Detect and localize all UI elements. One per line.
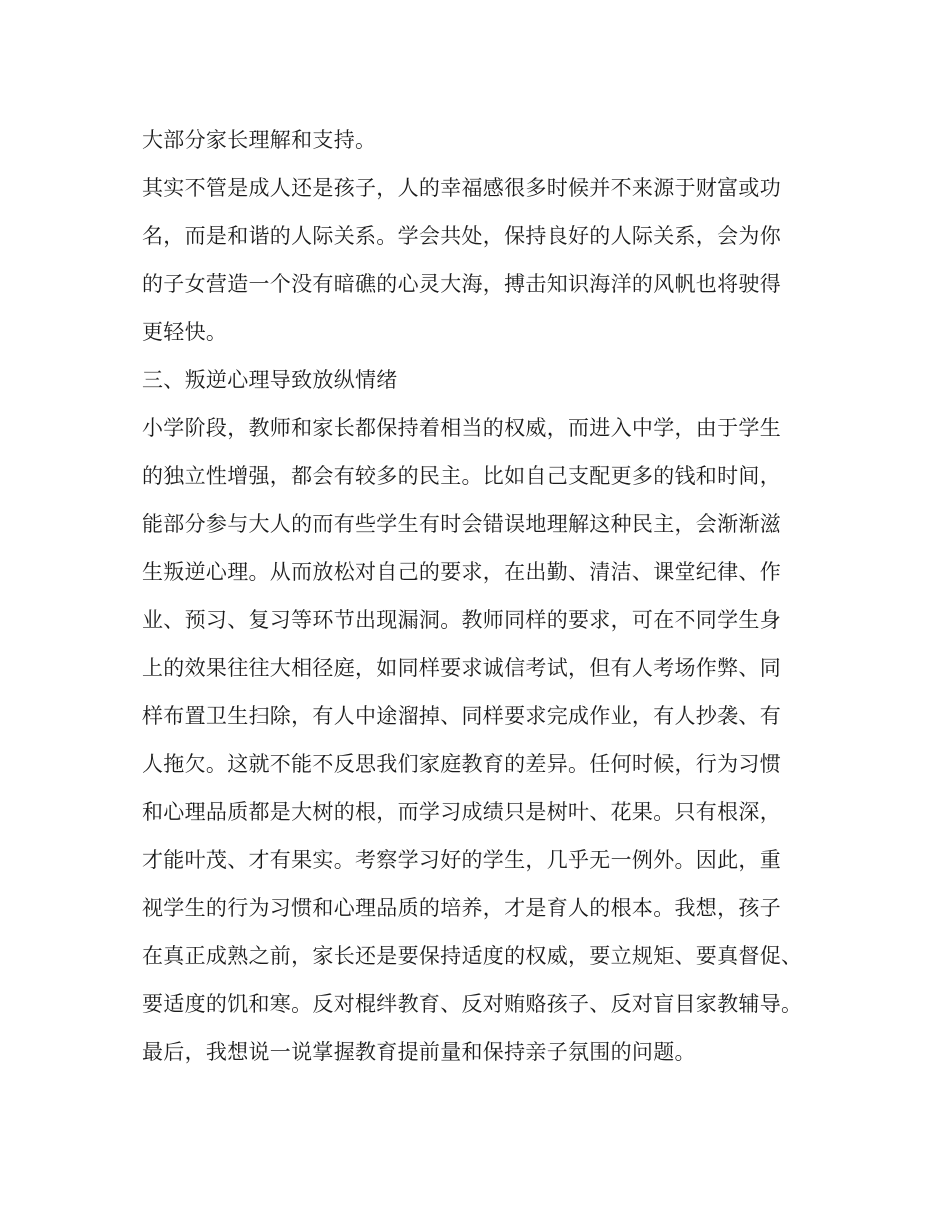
paragraph-line: 在真正成熟之前，家长还是要保持适度的权威，要立规矩、要真督促、	[142, 944, 803, 968]
paragraph-line: 视学生的行为习惯和心理品质的培养，才是育人的根本。我想，孩子	[142, 896, 781, 920]
paragraph-line: 能部分参与大人的而有些学生有时会错误地理解这种民主，会渐渐滋	[142, 512, 781, 536]
paragraph-line: 人拖欠。这就不能不反思我们家庭教育的差异。任何时候，行为习惯	[142, 752, 781, 776]
paragraph-line: 大部分家长理解和支持。	[142, 128, 377, 152]
paragraph-line: 名，而是和谐的人际关系。学会共处，保持良好的人际关系，会为你	[142, 224, 781, 248]
paragraph-line: 业、预习、复习等环节出现漏洞。教师同样的要求，可在不同学生身	[142, 608, 781, 632]
paragraph-line: 上的效果往往大相径庭，如同样要求诚信考试，但有人考场作弊、同	[142, 656, 781, 680]
paragraph-line: 要适度的饥和寒。反对棍绊教育、反对贿赂孩子、反对盲目家教辅导。	[142, 992, 803, 1016]
paragraph-line: 更轻快。	[142, 320, 228, 344]
paragraph-line: 其实不管是成人还是孩子，人的幸福感很多时候并不来源于财富或功	[142, 176, 781, 200]
section-heading: 三、叛逆心理导致放纵情绪	[142, 368, 398, 392]
paragraph-line: 小学阶段，教师和家长都保持着相当的权威，而进入中学，由于学生	[142, 416, 781, 440]
paragraph-line: 最后，我想说一说掌握教育提前量和保持亲子氛围的问题。	[142, 1040, 696, 1064]
paragraph-line: 的子女营造一个没有暗礁的心灵大海，搏击知识海洋的风帆也将驶得	[142, 272, 781, 296]
paragraph-line: 的独立性增强，都会有较多的民主。比如自己支配更多的钱和时间，	[142, 464, 781, 488]
paragraph-line: 样布置卫生扫除，有人中途溜掉、同样要求完成作业，有人抄袭、有	[142, 704, 781, 728]
paragraph-line: 生叛逆心理。从而放松对自己的要求，在出勤、清洁、课堂纪律、作	[142, 560, 781, 584]
paragraph-line: 才能叶茂、才有果实。考察学习好的学生，几乎无一例外。因此，重	[142, 848, 781, 872]
paragraph-line: 和心理品质都是大树的根，而学习成绩只是树叶、花果。只有根深，	[142, 800, 781, 824]
